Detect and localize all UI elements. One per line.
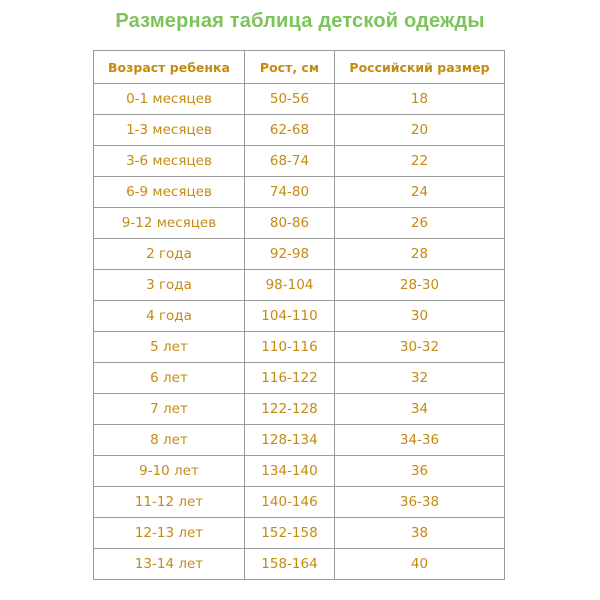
cell-size: 40 [335,549,505,580]
header-height: Рост, см [245,51,335,84]
cell-height: 152-158 [245,518,335,549]
cell-age: 1-3 месяцев [94,115,245,146]
cell-size: 24 [335,177,505,208]
cell-height: 50-56 [245,84,335,115]
cell-size: 36-38 [335,487,505,518]
cell-height: 128-134 [245,425,335,456]
cell-age: 4 года [94,301,245,332]
cell-age: 3-6 месяцев [94,146,245,177]
cell-height: 110-116 [245,332,335,363]
cell-size: 28-30 [335,270,505,301]
cell-age: 8 лет [94,425,245,456]
cell-age: 6 лет [94,363,245,394]
cell-age: 9-10 лет [94,456,245,487]
cell-height: 104-110 [245,301,335,332]
table-row [94,177,505,208]
table-row [94,115,505,146]
cell-age: 6-9 месяцев [94,177,245,208]
cell-height: 92-98 [245,239,335,270]
table-header-row [94,51,505,84]
cell-age: 13-14 лет [94,549,245,580]
cell-size: 18 [335,84,505,115]
table-row [94,425,505,456]
cell-size: 38 [335,518,505,549]
cell-age: 2 года [94,239,245,270]
header-age: Возраст ребенка [94,51,245,84]
table-row [94,456,505,487]
cell-height: 158-164 [245,549,335,580]
cell-age: 11-12 лет [94,487,245,518]
cell-age: 0-1 месяцев [94,84,245,115]
table-row [94,332,505,363]
table-row [94,549,505,580]
cell-age: 3 года [94,270,245,301]
cell-size: 36 [335,456,505,487]
cell-size: 34-36 [335,425,505,456]
table-row [94,146,505,177]
cell-size: 30 [335,301,505,332]
cell-height: 134-140 [245,456,335,487]
cell-size: 30-32 [335,332,505,363]
table-row [94,270,505,301]
cell-height: 140-146 [245,487,335,518]
cell-height: 80-86 [245,208,335,239]
table-row [94,518,505,549]
cell-height: 68-74 [245,146,335,177]
cell-height: 98-104 [245,270,335,301]
table-row [94,363,505,394]
cell-age: 5 лет [94,332,245,363]
table-row [94,239,505,270]
cell-size: 32 [335,363,505,394]
cell-size: 26 [335,208,505,239]
cell-size: 34 [335,394,505,425]
table-row [94,394,505,425]
cell-height: 74-80 [245,177,335,208]
cell-age: 7 лет [94,394,245,425]
cell-size: 22 [335,146,505,177]
cell-height: 122-128 [245,394,335,425]
table-row [94,301,505,332]
table-row [94,208,505,239]
cell-age: 9-12 месяцев [94,208,245,239]
header-russian-size: Российский размер [335,51,505,84]
size-table [93,50,505,580]
cell-height: 116-122 [245,363,335,394]
table-row [94,487,505,518]
cell-size: 28 [335,239,505,270]
table-row [94,84,505,115]
cell-size: 20 [335,115,505,146]
cell-age: 12-13 лет [94,518,245,549]
page-title: Размерная таблица детской одежды [115,10,485,32]
cell-height: 62-68 [245,115,335,146]
